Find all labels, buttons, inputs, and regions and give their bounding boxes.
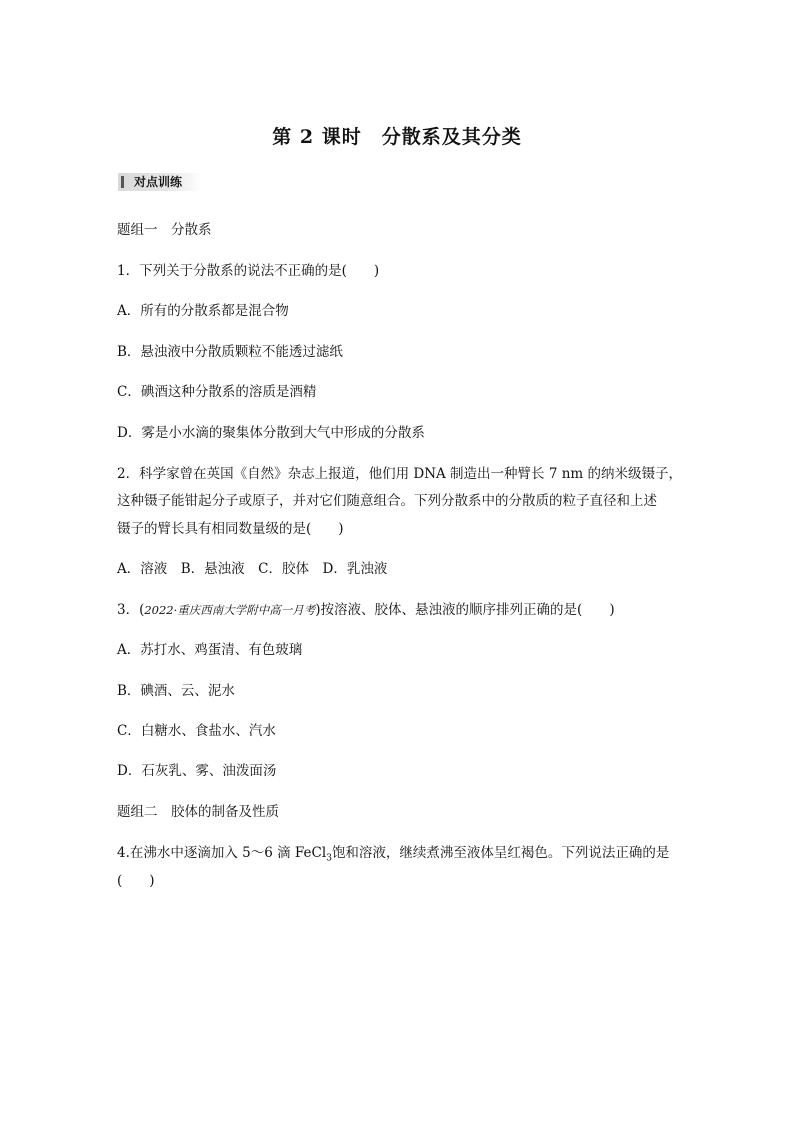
section-badge-bar (121, 176, 124, 188)
question-3-option-c: C．白糖水、食盐水、汽水 (117, 723, 276, 739)
question-4-answer-blank: ( ) (117, 873, 155, 889)
question-4-subscript: 3 (326, 853, 332, 864)
question-3-number: 3．( (117, 602, 145, 618)
question-1-option-d: D．雾是小水滴的聚集体分散到大气中形成的分散系 (117, 425, 425, 441)
question-2-options: A．溶液 B．悬浊液 C．胶体 D．乳浊液 (117, 561, 388, 577)
group-heading-1: 题组一 分散系 (117, 222, 212, 238)
question-1-stem: 1．下列关于分散系的说法不正确的是( ) (117, 263, 380, 279)
question-3-stem (117, 601, 615, 619)
question-3-option-d: D．石灰乳、雾、油泼面汤 (117, 763, 277, 779)
question-3-text: )按溶液、胶体、悬浊液的顺序排列正确的是( ) (315, 602, 615, 618)
question-4-stem (117, 844, 669, 862)
question-1-option-b: B．悬浊液中分散质颗粒不能透过滤纸 (117, 344, 343, 360)
question-4-stem-post: 饱和溶液，继续煮沸至液体呈红褐色。下列说法正确的是 (331, 845, 670, 861)
question-3-option-b: B．碘酒、云、泥水 (117, 683, 235, 699)
question-1-option-a: A．所有的分散系都是混合物 (117, 303, 289, 319)
question-3-source: 2022·重庆西南大学附中高一月考 (144, 603, 316, 617)
question-1-option-c: C．碘酒这种分散系的溶质是酒精 (117, 384, 317, 400)
group-heading-2: 题组二 胶体的制备及性质 (117, 804, 279, 820)
section-badge-label: 对点训练 (134, 175, 183, 189)
question-3-option-a: A．苏打水、鸡蛋清、有色玻璃 (117, 642, 303, 658)
question-2-line-2: 这种镊子能钳起分子或原子，并对它们随意组合。下列分散系中的分散质的粒子直径和上述 (117, 493, 657, 509)
question-2-line-3: 镊子的臂长具有相同数量级的是( ) (117, 521, 344, 537)
page-title: 第 2 课时 分散系及其分类 (272, 126, 522, 148)
question-2-line-1: 2．科学家曾在英国《自然》杂志上报道，他们用 DNA 制造出一种臂长 7 nm 的纳米级镊子， (117, 466, 683, 482)
section-badge (118, 173, 202, 191)
question-4-stem-pre: 4.在沸水中逐滴加入 5～6 滴 FeCl (117, 845, 327, 861)
